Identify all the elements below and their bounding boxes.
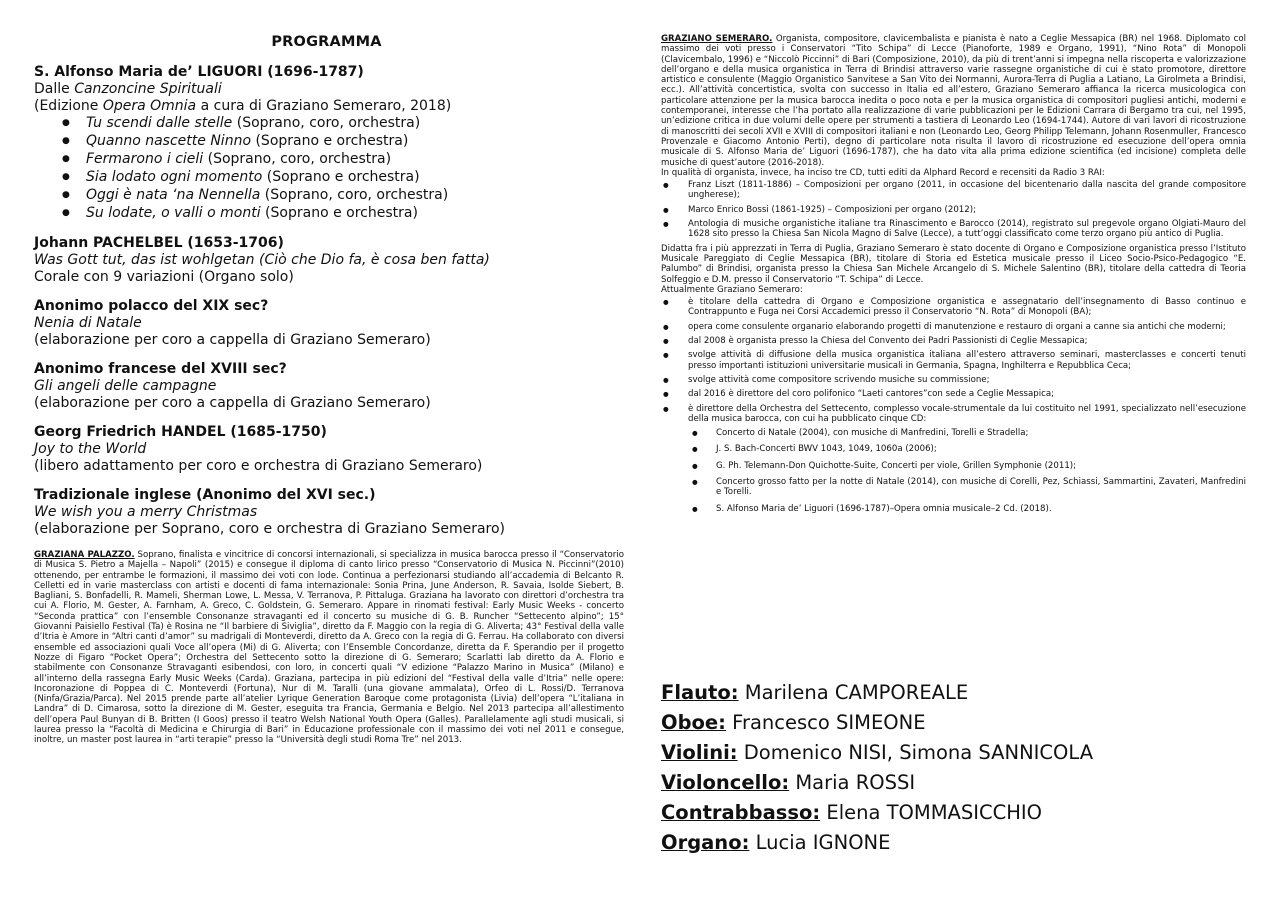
list-item: ● S. Alfonso Maria de’ Liguori (1696-1787)–Opera omnia musicale–2 Cd. (2018). <box>689 504 1246 514</box>
piece-title: Joy to the World <box>34 441 147 457</box>
piece-title: Sia lodato ogni momento <box>86 169 263 185</box>
ensemble-row <box>661 798 1093 828</box>
piece-title: Tu scendi dalle stelle <box>86 115 233 131</box>
collection-title: Canzoncine Spirituali <box>74 81 222 97</box>
line-text: (Edizione <box>34 97 103 114</box>
list-item: ● dal 2008 è organista presso la Chiesa del Convento dei Padri Passionisti di Ceglie Messapica; <box>661 336 1246 346</box>
piece-title: Was Gott tut, das ist wohlgetan (Ciò che Dio fa, è cosa ben fatta) <box>34 252 490 268</box>
list-item <box>62 186 624 204</box>
ensemble-row <box>661 708 1093 738</box>
list-item <box>62 204 624 222</box>
composer-heading: S. Alfonso Maria de’ LIGUORI (1696-1787) <box>34 64 364 80</box>
list-item: ● opera come consulente organario elaborando progetti di manutenzione e restauro di organi a canne sia antichi che moderni; <box>661 322 1246 332</box>
piece-title: Nenia di Natale <box>34 315 142 331</box>
list-item <box>62 150 624 168</box>
composer-heading: Johann PACHELBEL (1653-1706) <box>34 235 284 251</box>
ensemble-row <box>661 828 1093 858</box>
section-anon-polish <box>34 298 624 348</box>
list-item: ● è direttore della Orchestra del Settecento, complesso vocale-strumentale da lui costituito nel 1991, specializzato nell’esecuzione della musica barocca, con cui ha pubblicato cinque CD: <box>661 404 1246 425</box>
instrument-label: Flauto: <box>661 681 739 704</box>
instrument-label: Violoncello: <box>661 771 790 794</box>
ensemble-row <box>661 678 1093 708</box>
instrument-label: Oboe: <box>661 711 726 734</box>
section-pachelbel <box>34 235 624 285</box>
piece-title: Quanno nascette Ninno <box>86 133 252 149</box>
piece-scoring: (Soprano e orchestra) <box>251 133 409 149</box>
current-activities-list <box>661 297 1246 424</box>
list-item: ● Marco Enrico Bossi (1861-1925) – Composizioni per organo (2012); <box>661 205 1246 215</box>
bio-name: GRAZIANO SEMERARO. <box>661 34 773 44</box>
list-item <box>62 114 624 132</box>
line-text: a cura di Graziano Semeraro, 2018) <box>196 97 452 114</box>
cd-list <box>661 180 1246 239</box>
edition-title: Opera Omnia <box>102 97 197 114</box>
piece-detail: Corale con 9 variazioni (Organo solo) <box>34 268 294 285</box>
bio-paragraph: Attualmente Graziano Semeraro: <box>661 284 803 295</box>
bio-semeraro-intro <box>661 34 1246 168</box>
left-column <box>34 34 624 746</box>
edition-line <box>34 98 624 115</box>
list-item <box>62 132 624 150</box>
piece-scoring: (Soprano, coro, orchestra) <box>232 115 421 131</box>
composer-heading: Tradizionale inglese (Anonimo del XVI sec.) <box>34 487 376 503</box>
list-item: ● Concerto grosso fatto per la notte di Natale (2014), con musiche di Corelli, Pez, Schiassi, Sammartini, Zavateri, Manfredini e Torelli. <box>689 477 1246 498</box>
collection-line <box>34 81 624 98</box>
ensemble-row <box>661 738 1093 768</box>
section-anon-french <box>34 361 624 411</box>
program-title: PROGRAMMA <box>271 34 382 50</box>
piece-scoring: (Soprano, coro, orchestra) <box>260 187 449 203</box>
piece-detail: (elaborazione per coro a cappella di Graziano Semeraro) <box>34 331 431 348</box>
bio-paragraph: In qualità di organista, invece, ha inciso tre CD, tutti editi da Alphard Record e recensiti da Radio 3 RAI: <box>661 167 1105 178</box>
list-item: ● svolge attività come compositore scrivendo musiche su commissione; <box>661 375 1246 385</box>
list-item: ● Franz Liszt (1811-1886) – Composizioni per organo (2011, in occasione del bicentenario dalla nascita del grande compositore ungherese); <box>661 180 1246 201</box>
composer-heading: Anonimo polacco del XIX sec? <box>34 298 269 314</box>
performer-names: Elena TOMMASICCHIO <box>820 801 1042 824</box>
piece-detail: (elaborazione per Soprano, coro e orchestra di Graziano Semeraro) <box>34 520 506 537</box>
performer-names: Marilena CAMPOREALE <box>738 681 969 704</box>
composer-heading: Georg Friedrich HANDEL (1685-1750) <box>34 424 327 440</box>
piece-list <box>34 114 624 222</box>
section-handel <box>34 424 624 474</box>
piece-scoring: (Soprano e orchestra) <box>260 205 418 221</box>
list-item: ● svolge attività di diffusione della musica organistica italiana all’estero attraverso seminari, masterclasses e concerti tenuti presso importanti istituzioni universitarie musicali in Germania, Spagna, Inghilterra e Repubblica Ceca; <box>661 350 1246 371</box>
ensemble-row <box>661 768 1093 798</box>
list-item: ● è titolare della cattedra di Organo e Composizione organistica e assegnatario dell’insegnamento di Basso continuo e Contrappunto e Fuga nei Corsi Accademici presso il Conservatorio “N. Rota” di Monopoli (BA); <box>661 297 1246 318</box>
performer-names: Domenico NISI, Simona SANNICOLA <box>737 741 1094 764</box>
orchestra-cd-list <box>689 428 1246 514</box>
line-text: Dalle <box>34 81 75 97</box>
list-item: ● Concerto di Natale (2004), con musiche di Manfredini, Torelli e Stradella; <box>689 428 1246 438</box>
piece-title: Su lodate, o valli o monti <box>86 205 261 221</box>
ensemble-list <box>661 678 1093 858</box>
list-item: ● Antologia di musiche organistiche italiane tra Rinascimento e Barocco (2014), registrato sul pregevole organo Olgiati-Mauro del 1628 sito presso la Chiesa San Nicola Magno di Salve (Lecce), a tutt’oggi classificato come terzo organo più antico di Puglia. <box>661 219 1246 240</box>
performer-names: Maria ROSSI <box>789 771 916 794</box>
section-liguori <box>34 64 624 222</box>
right-column <box>661 34 1246 520</box>
piece-detail: (elaborazione per coro a cappella di Graziano Semeraro) <box>34 394 431 411</box>
piece-title: We wish you a merry Christmas <box>34 504 258 520</box>
bio-paragraph: Didatta fra i più apprezzati in Terra di Puglia, Graziano Semeraro è stato docente di Organo e Composizione organistica presso l’Istituto Musicale Pareggiato di Ceglie Messapica (BR), titolare di Storia ed Estetica musicale presso il Liceo Socio-Psico-Pedagogico “E. Palumbo” di Brindisi, organista presso la Chiesa San Michele Arcangelo di S. Michele Salentino (BR), titolare della cattedra di Teoria Solfeggio e D.M. presso il Conservatorio “T. Schipa” di Lecce. <box>661 243 1246 285</box>
list-item <box>62 168 624 186</box>
instrument-label: Violini: <box>661 741 738 764</box>
list-item: ● G. Ph. Telemann-Don Quichotte-Suite, Concerti per viole, Grillen Symphonie (2011); <box>689 461 1246 471</box>
list-item: ● dal 2016 è direttore del coro polifonico “Laeti cantores”con sede a Ceglie Messapica; <box>661 389 1246 399</box>
performer-names: Francesco SIMEONE <box>725 711 926 734</box>
instrument-label: Organo: <box>661 831 750 854</box>
piece-title: Fermarono i cieli <box>86 151 204 167</box>
piece-scoring: (Soprano, coro, orchestra) <box>203 151 392 167</box>
section-english <box>34 487 624 537</box>
instrument-label: Contrabbasso: <box>661 801 821 824</box>
bio-name: GRAZIANA PALAZZO. <box>34 550 135 560</box>
piece-detail: (libero adattamento per coro e orchestra di Graziano Semeraro) <box>34 457 483 474</box>
list-item: ● J. S. Bach-Concerti BWV 1043, 1049, 1060a (2006); <box>689 444 1246 454</box>
composer-heading: Anonimo francese del XVIII sec? <box>34 361 287 377</box>
piece-title: Gli angeli delle campagne <box>34 378 217 394</box>
piece-scoring: (Soprano e orchestra) <box>262 169 420 185</box>
performer-names: Lucia IGNONE <box>749 831 891 854</box>
bio-text: Organista, compositore, clavicembalista e pianista è nato a Ceglie Messapica (BR) nel 1968. Diplomato col massimo dei voti presso i Conservatori “Tito Schipa” di Lecce (Pianoforte, 1989 e Organo, 1991), “Nino Rota” di Monopoli (Clavicembalo, 1996) e “Niccolò Piccinni” di Bari (Composizione, 2010), da più di trent’anni si impegna nella riscoperta e valorizzazione dell’organo e della musica organistica in Terra di Brindisi attraverso varie rassegne organistiche di cui è stato promotore, direttore artistico e consulente (Maggio Organistico Sanvitese a San Vito dei Normanni, Aurora-Terra di Puglia a Latiano, La Girolmeta a Brindisi, ecc.). All’attività concertistica, svolta con successo in Italia ed all’estero, Graziano Semeraro affianca la ricerca musicologica con particolare attenzione per la musica barocca inedita o poco nota e per la musica organistica di compositori pugliesi antichi, moderni e contemporanei, interesse che l’ha portato alla realizzazione di varie pubblicazioni per le Edizioni Carrara di Bergamo tra cui, nel 1995, un’edizione critica in due volumi delle opere per strumenti a tastiera di Leonardo Leo (1694-1744). Autore di vari lavori di ricostruzione di manoscritti dei secoli XVII e XVIII di compositori italiani e non (Leonardo Leo, Georg Philipp Telemann, Johann Rosenmuller, Francesco Provenzale e Giacomo Antonio Perti), degno di particolare nota risulta il lavoro di ricostruzione ed esecuzione dell’opera omnia musicale di S. Alfonso Maria de’ Liguori (1696-1787), che ha dato vita alla prima edizione scientifica (ed incisione) completa delle musiche di quest’autore (2016-2018). <box>661 34 1246 168</box>
bio-palazzo <box>34 550 624 746</box>
bio-text: Soprano, finalista e vincitrice di concorsi internazionali, si specializza in musica barocca presso il “Conservatorio di Musica S. Pietro a Majella – Napoli” (2015) e consegue il diploma di canto lirico presso “Conservatorio di Musica N. Piccinni”(2010) ottenendo, per entrambe le formazioni, il massimo dei voti con lode. Continua a perfezionarsi studiando all’accademia di Belcanto R. Celletti ed in varie masterclass con artisti e docenti di fama internazionale: Sonia Prina, June Anderson, R. Savaia, Isolde Siebert, B. Bagliani, S. Bonfadelli, R. Mameli, Sherman Lowe, L. Messa, V. Terranova, P. Pittaluga. Graziana ha lavorato con direttori d’orchestra tra cui A. Florio, M. Gester, A. Farnham, A. Greco, C. Goldstein, G. Semeraro. Appare in rinomati festival: Early Music Weeks - concerto “Seconda prattica” con l’ensemble Consonanze stravaganti ed il concerto su musiche di G. B. Runcher “Settecento alpino”; 15° Giovanni Paisiello Festival (Ta) è Rosina ne “Il barbiere di Siviglia”, diretto da F. Maggio con la regia di G. Aliverta; 43° Festival della valle d’Itria è Amore in “Altri canti d’amor” su madrigali di Monteverdi, diretto da A. Greco con la regia di G. Ferrau. Ha collaborato con diversi ensemble ed associazioni quali Voce all’opera (Mi) di G. Aliverta; con l’Ensemble Concordanze, diretta da F. Sperandio per il progetto Nozze di Figaro “Pocket Opera”; Orchestra del Settecento sotto la direzione di G. Semeraro; Scarlatti lab diretto da A. Florio e stabilmente con Consonanze Stravaganti esibendosi, con loro, in concerti quali “V edizione “Palazzo Marino in Musica” (Milano) e all’interno della rassegna Early Music Weeks (Carda). Graziana, partecipa in più edizioni del “Festival della valle d’Itria” nelle opere: Incoronazione di Poppea di C. Monteverdi (Fortuna), Nur di M. Taralli (una giovane ammalata), Orfeo di L. Rossi/D. Terranova (Ninfa/Grazia/Parca). Nel 2015 prende parte all’atelier Lyrique Generation Baroque come protagonista (Livia) dell’opera “L’italiana in Landra” di D. Cimarosa, sotto la direzione di M. Gester, eseguita tra Francia, Germania e Belgio. Nel 2013 partecipa all’allestimento dell’opera Paul Bunyan di B. Britten (I Goos) presso il teatro Welsh National Youth Opera (Galles). Parallelamente agli studi musicali, si laurea presso la “Facoltà di Medicina e Chirurgia di Bari” in Educazione professionale con il massimo dei voti nel 2011 e consegue, inoltre, un master post laurea in “arti terapie” presso la “Università degli studi Roma Tre” nel 2013. <box>34 550 624 746</box>
piece-title: Oggi è nata ‘na Nennella <box>86 187 261 203</box>
